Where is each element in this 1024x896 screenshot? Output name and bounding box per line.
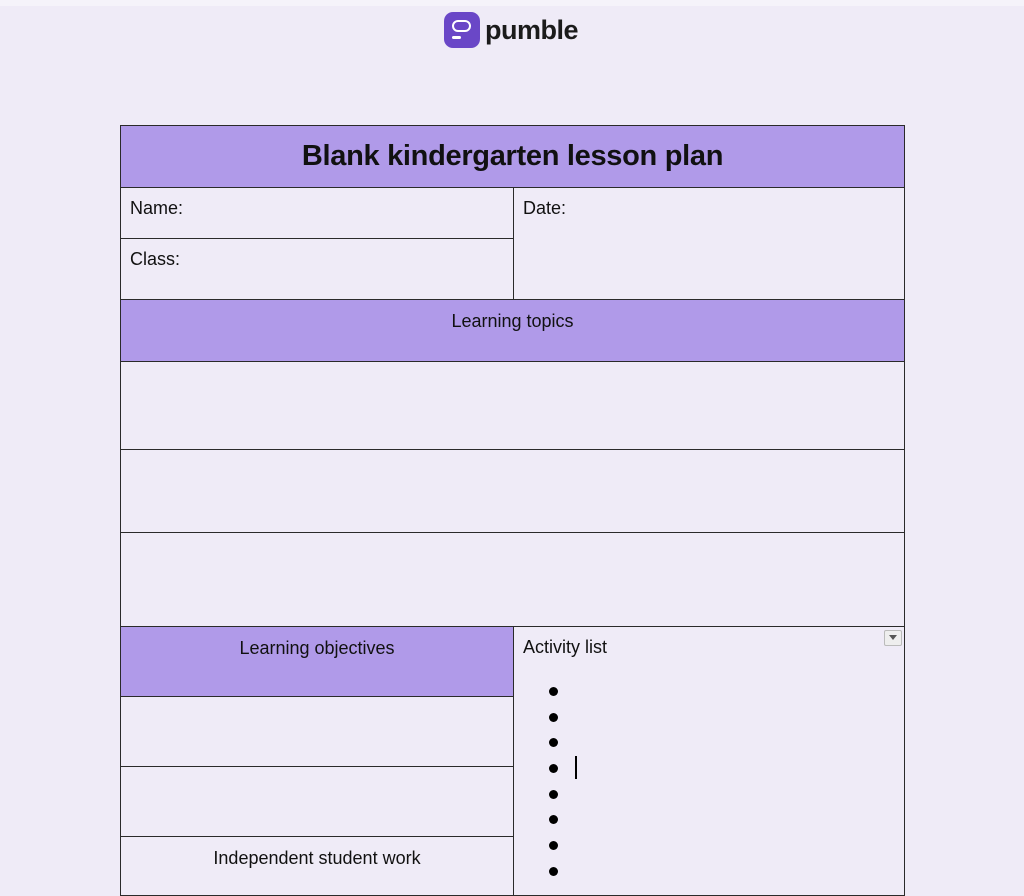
activity-bullet-item[interactable] — [549, 807, 589, 833]
activity-bullet-list[interactable] — [549, 679, 589, 885]
bullet-dot-icon — [549, 867, 558, 876]
activity-list-cell[interactable] — [513, 626, 905, 896]
learning-topics-header: Learning topics — [120, 299, 905, 362]
independent-student-work-header: Independent student work — [120, 836, 514, 896]
document-title: Blank kindergarten lesson plan — [120, 125, 905, 188]
lesson-plan-document — [120, 125, 905, 885]
activity-bullet-item[interactable] — [549, 705, 589, 731]
brand-logo[interactable] — [444, 12, 578, 48]
bullet-dot-icon — [549, 841, 558, 850]
brand-name: pumble — [485, 14, 579, 45]
text-cursor — [575, 756, 577, 779]
pumble-logo-icon — [444, 12, 480, 48]
bullet-dot-icon — [549, 738, 558, 747]
learning-objectives-header: Learning objectives — [120, 626, 514, 697]
bullet-dot-icon — [549, 815, 558, 824]
class-field[interactable] — [120, 238, 514, 300]
activity-bullet-item[interactable] — [549, 833, 589, 859]
bullet-dot-icon — [549, 687, 558, 696]
activity-bullet-item[interactable] — [549, 782, 589, 808]
date-field[interactable] — [513, 187, 905, 300]
name-label: Name: — [130, 198, 184, 218]
activity-bullet-item[interactable] — [549, 730, 589, 756]
learning-topic-row[interactable] — [120, 449, 905, 533]
bullet-dot-icon — [549, 790, 558, 799]
bullet-dot-icon — [549, 764, 558, 773]
dropdown-arrow-icon[interactable] — [884, 630, 902, 646]
activity-bullet-item[interactable] — [549, 679, 589, 705]
learning-objective-row[interactable] — [120, 696, 514, 767]
bullet-dot-icon — [549, 713, 558, 722]
learning-topic-row[interactable] — [120, 361, 905, 450]
top-strip — [0, 0, 1024, 6]
learning-topic-row[interactable] — [120, 532, 905, 627]
name-field[interactable] — [120, 187, 514, 239]
class-label: Class: — [130, 249, 181, 269]
activity-bullet-item[interactable] — [549, 756, 589, 782]
learning-objective-row[interactable] — [120, 766, 514, 837]
date-label: Date: — [523, 198, 567, 218]
activity-list-label: Activity list — [523, 637, 608, 657]
